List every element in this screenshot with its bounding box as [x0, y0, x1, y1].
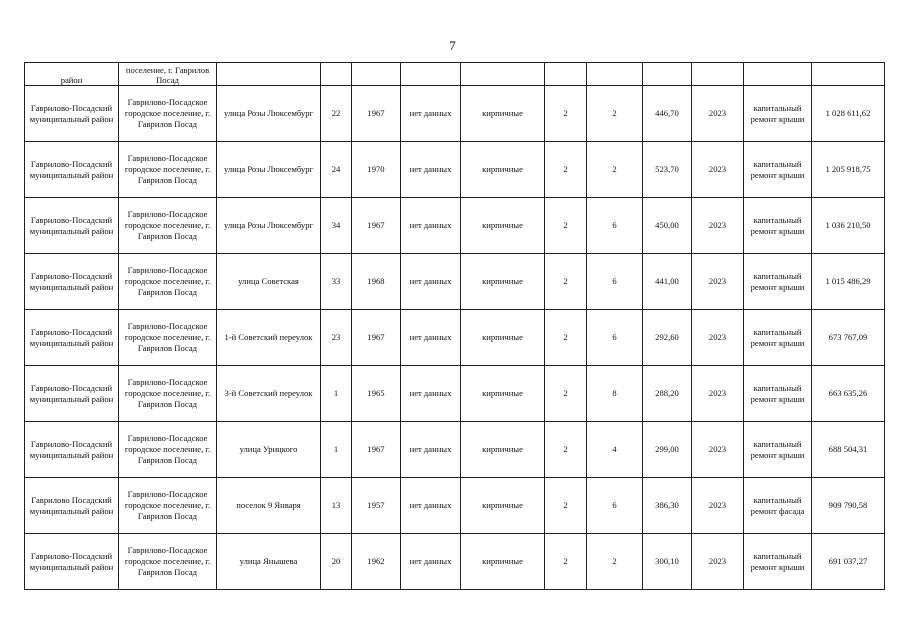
work-type-cell: капитальный ремонт крыши [744, 310, 812, 366]
municipality-cell: район [25, 63, 119, 86]
wall-material-cell: кирпичные [461, 198, 545, 254]
entrances-cell: 6 [587, 198, 643, 254]
house-number-cell: 23 [321, 310, 352, 366]
house-number-cell: 22 [321, 86, 352, 142]
empty-cell [217, 63, 321, 86]
planned-year-cell: 2023 [692, 254, 744, 310]
empty-cell [744, 63, 812, 86]
floors-cell: 2 [545, 534, 587, 590]
wall-material-cell: кирпичные [461, 254, 545, 310]
entrances-cell: 6 [587, 478, 643, 534]
house-number-cell: 1 [321, 422, 352, 478]
work-type-cell: капитальный ремонт крыши [744, 86, 812, 142]
heritage-status-cell: нет данных [401, 366, 461, 422]
house-number-cell: 34 [321, 198, 352, 254]
address-cell: улица Урицкого [217, 422, 321, 478]
address-cell: улица Розы Люксембург [217, 142, 321, 198]
planned-year-cell: 2023 [692, 478, 744, 534]
empty-cell [643, 63, 692, 86]
cost-cell: 1 015 486,29 [812, 254, 885, 310]
cost-cell: 1 028 611,62 [812, 86, 885, 142]
table-row [25, 478, 885, 534]
settlement-cell: Гаврилово-Посадское городское поселение, г. Гаврилов Посад [119, 534, 217, 590]
cost-cell: 1 205 918,75 [812, 142, 885, 198]
table-row [25, 310, 885, 366]
table-row [25, 198, 885, 254]
area-cell: 441,00 [643, 254, 692, 310]
house-number-cell: 33 [321, 254, 352, 310]
heritage-status-cell: нет данных [401, 478, 461, 534]
address-cell: 1-й Советский переулок [217, 310, 321, 366]
page-number: 7 [449, 38, 456, 53]
heritage-status-cell: нет данных [401, 142, 461, 198]
settlement-cell: Гаврилово-Посадское городское поселение, г. Гаврилов Посад [119, 310, 217, 366]
planned-year-cell: 2023 [692, 86, 744, 142]
wall-material-cell: кирпичные [461, 310, 545, 366]
year-built-cell: 1967 [352, 310, 401, 366]
year-built-cell: 1970 [352, 142, 401, 198]
year-built-cell: 1967 [352, 86, 401, 142]
house-number-cell: 24 [321, 142, 352, 198]
year-built-cell: 1967 [352, 422, 401, 478]
address-cell: улица Янышева [217, 534, 321, 590]
year-built-cell: 1962 [352, 534, 401, 590]
empty-cell [321, 63, 352, 86]
settlement-cell: Гаврилово-Посадское городское поселение, г. Гаврилов Посад [119, 142, 217, 198]
cost-cell: 673 767,09 [812, 310, 885, 366]
municipality-cell: Гаврилово-Посадский муниципальный район [25, 366, 119, 422]
entrances-cell: 8 [587, 366, 643, 422]
table-row [25, 366, 885, 422]
planned-year-cell: 2023 [692, 534, 744, 590]
municipality-cell: Гаврилово-Посадский муниципальный район [25, 422, 119, 478]
municipality-cell: Гаврилово-Посадский муниципальный район [25, 86, 119, 142]
entrances-cell: 2 [587, 86, 643, 142]
empty-cell [401, 63, 461, 86]
settlement-cell: Гаврилово-Посадское городское поселение, г. Гаврилов Посад [119, 254, 217, 310]
work-type-cell: капитальный ремонт фасада [744, 478, 812, 534]
year-built-cell: 1965 [352, 366, 401, 422]
settlement-cell: Гаврилово-Посадское городское поселение, г. Гаврилов Посад [119, 198, 217, 254]
empty-cell [461, 63, 545, 86]
heritage-status-cell: нет данных [401, 310, 461, 366]
municipality-cell: Гаврилово-Посадский муниципальный район [25, 198, 119, 254]
heritage-status-cell: нет данных [401, 254, 461, 310]
house-number-cell: 13 [321, 478, 352, 534]
area-cell: 292,60 [643, 310, 692, 366]
work-type-cell: капитальный ремонт крыши [744, 254, 812, 310]
heritage-status-cell: нет данных [401, 86, 461, 142]
settlement-cell: Гаврилово-Посадское городское поселение, г. Гаврилов Посад [119, 478, 217, 534]
table-row [25, 422, 885, 478]
table-body [25, 63, 885, 590]
floors-cell: 2 [545, 310, 587, 366]
area-cell: 450,00 [643, 198, 692, 254]
wall-material-cell: кирпичные [461, 534, 545, 590]
work-type-cell: капитальный ремонт крыши [744, 422, 812, 478]
address-cell: поселок 9 Января [217, 478, 321, 534]
empty-cell [352, 63, 401, 86]
address-cell: улица Советская [217, 254, 321, 310]
settlement-cell: поселение, г. Гаврилов Посад [119, 63, 217, 86]
floors-cell: 2 [545, 198, 587, 254]
table-row [25, 142, 885, 198]
work-type-cell: капитальный ремонт крыши [744, 198, 812, 254]
planned-year-cell: 2023 [692, 142, 744, 198]
address-cell: улица Розы Люксембург [217, 198, 321, 254]
work-type-cell: капитальный ремонт крыши [744, 366, 812, 422]
empty-cell [587, 63, 643, 86]
area-cell: 288,20 [643, 366, 692, 422]
wall-material-cell: кирпичные [461, 142, 545, 198]
year-built-cell: 1968 [352, 254, 401, 310]
house-number-cell: 20 [321, 534, 352, 590]
floors-cell: 2 [545, 254, 587, 310]
house-number-cell: 1 [321, 366, 352, 422]
table-row [25, 86, 885, 142]
area-cell: 386,30 [643, 478, 692, 534]
wall-material-cell: кирпичные [461, 422, 545, 478]
address-cell: 3-й Советский переулок [217, 366, 321, 422]
floors-cell: 2 [545, 86, 587, 142]
planned-year-cell: 2023 [692, 198, 744, 254]
area-cell: 523,70 [643, 142, 692, 198]
area-cell: 446,70 [643, 86, 692, 142]
work-type-cell: капитальный ремонт крыши [744, 534, 812, 590]
year-built-cell: 1967 [352, 198, 401, 254]
municipality-cell: Гаврилово-Посадский муниципальный район [25, 310, 119, 366]
work-type-cell: капитальный ремонт крыши [744, 142, 812, 198]
cost-cell: 663 635,26 [812, 366, 885, 422]
entrances-cell: 6 [587, 254, 643, 310]
area-cell: 300,10 [643, 534, 692, 590]
table-row [25, 254, 885, 310]
continued-row [25, 63, 885, 86]
municipality-cell: Гаврилово Посадский муниципальный район [25, 478, 119, 534]
floors-cell: 2 [545, 478, 587, 534]
settlement-cell: Гаврилово-Посадское городское поселение, г. Гаврилов Посад [119, 86, 217, 142]
address-cell: улица Розы Люксембург [217, 86, 321, 142]
settlement-cell: Гаврилово-Посадское городское поселение, г. Гаврилов Посад [119, 422, 217, 478]
cost-cell: 909 790,58 [812, 478, 885, 534]
planned-year-cell: 2023 [692, 310, 744, 366]
heritage-status-cell: нет данных [401, 534, 461, 590]
year-built-cell: 1957 [352, 478, 401, 534]
cost-cell: 688 504,31 [812, 422, 885, 478]
heritage-status-cell: нет данных [401, 422, 461, 478]
empty-cell [545, 63, 587, 86]
wall-material-cell: кирпичные [461, 366, 545, 422]
heritage-status-cell: нет данных [401, 198, 461, 254]
entrances-cell: 4 [587, 422, 643, 478]
settlement-cell: Гаврилово-Посадское городское поселение, г. Гаврилов Посад [119, 366, 217, 422]
cost-cell: 1 036 210,50 [812, 198, 885, 254]
empty-cell [812, 63, 885, 86]
entrances-cell: 2 [587, 142, 643, 198]
wall-material-cell: кирпичные [461, 86, 545, 142]
cost-cell: 691 037,27 [812, 534, 885, 590]
floors-cell: 2 [545, 422, 587, 478]
table-row [25, 534, 885, 590]
planned-year-cell: 2023 [692, 422, 744, 478]
municipality-cell: Гаврилово-Посадский муниципальный район [25, 534, 119, 590]
entrances-cell: 2 [587, 534, 643, 590]
entrances-cell: 6 [587, 310, 643, 366]
empty-cell [692, 63, 744, 86]
repair-program-table [24, 62, 885, 590]
planned-year-cell: 2023 [692, 366, 744, 422]
floors-cell: 2 [545, 366, 587, 422]
area-cell: 299,00 [643, 422, 692, 478]
wall-material-cell: кирпичные [461, 478, 545, 534]
floors-cell: 2 [545, 142, 587, 198]
municipality-cell: Гаврилово-Посадский муниципальный район [25, 142, 119, 198]
municipality-cell: Гаврилово-Посадский муниципальный район [25, 254, 119, 310]
